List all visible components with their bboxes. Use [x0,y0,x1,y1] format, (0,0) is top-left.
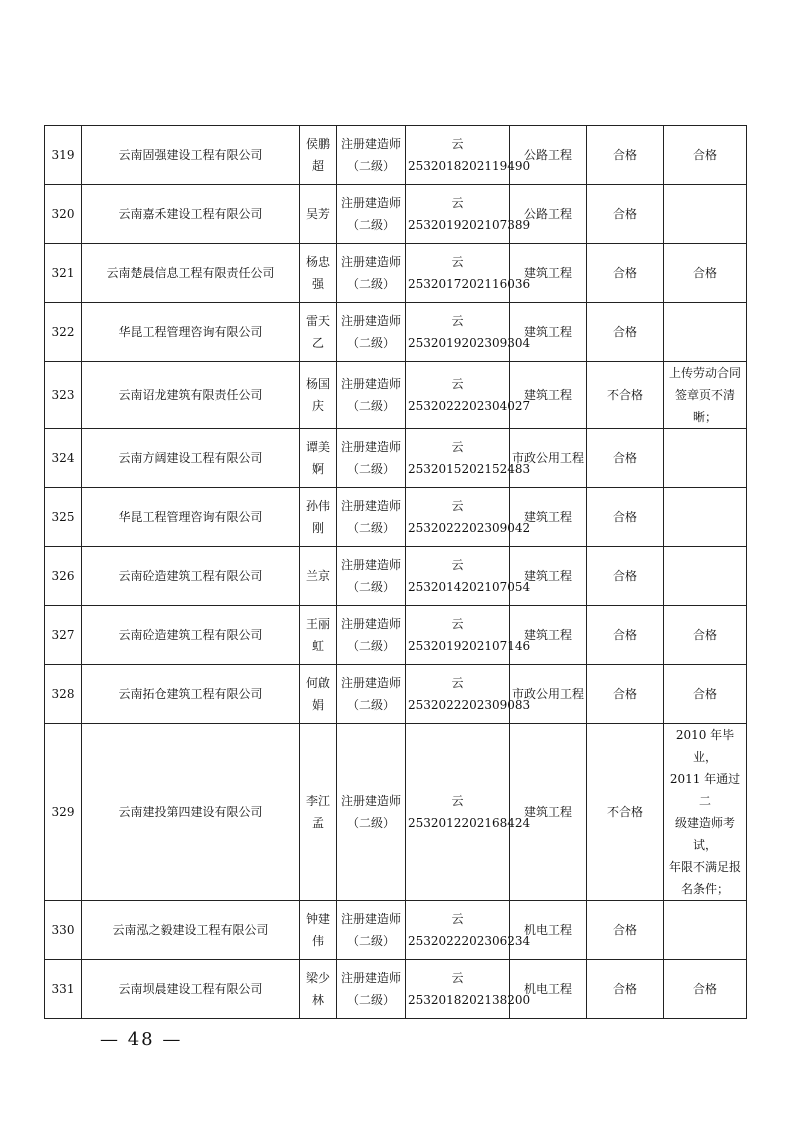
company-name: 云南楚晨信息工程有限责任公司 [106,266,275,280]
remark-cell [664,606,747,665]
certificate-level: （二级） [346,698,395,712]
registration-number: 2532022202306234 [408,934,531,948]
specialty: 建筑工程 [523,325,572,339]
registration-cell [406,362,531,429]
registration-cell [406,724,531,901]
company-cell [82,665,300,724]
certificate-cell [337,724,406,901]
remark-line: 上传劳动合同 [668,366,741,380]
specialty-cell [510,665,587,724]
table-row [45,429,747,488]
remark-cell [664,665,747,724]
certificate-type: 注册建造师 [340,440,401,454]
company-cell [82,960,300,1019]
person-cell [300,244,337,303]
row-number: 321 [51,266,75,280]
table-row [45,724,747,901]
table-row [45,488,747,547]
result-cell [587,488,664,547]
remark-cell [664,244,747,303]
specialty: 公路工程 [523,148,572,162]
specialty-cell [510,547,587,606]
registration-cell [406,185,531,244]
company-cell [82,244,300,303]
remark-cell [664,362,747,429]
certificate-type: 注册建造师 [340,377,401,391]
remark-line: 签章页不清晰； [674,388,735,424]
remark-cell [664,185,747,244]
table-row [45,960,747,1019]
company-cell [82,303,300,362]
person-cell [300,665,337,724]
certificate-level: （二级） [346,336,395,350]
row-number: 322 [51,325,75,339]
review-result: 合格 [612,628,637,642]
registration-number: 2532022202309042 [408,521,531,535]
certificate-type: 注册建造师 [340,558,401,572]
result-cell [587,362,664,429]
certificate-level: （二级） [346,159,395,173]
person-cell [300,303,337,362]
table-row [45,665,747,724]
review-result: 合格 [612,982,637,996]
certificate-cell [337,665,406,724]
registration-cell [406,244,531,303]
certificate-level: （二级） [346,580,395,594]
certificate-type: 注册建造师 [340,255,401,269]
person-cell [300,126,337,185]
row-number-cell [45,488,82,547]
certificate-cell [337,488,406,547]
certificate-level: （二级） [346,993,395,1007]
registration-prefix: 云 [451,558,464,572]
company-name: 云南拓仓建筑工程有限公司 [118,687,263,701]
registration-prefix: 云 [451,255,464,269]
row-number-cell [45,606,82,665]
company-cell [82,362,300,429]
specialty-cell [510,126,587,185]
company-name: 云南泓之毅建设工程有限公司 [112,923,269,937]
specialty-cell [510,362,587,429]
registration-cell [406,547,531,606]
company-name: 云南诏龙建筑有限责任公司 [118,388,263,402]
row-number-cell [45,547,82,606]
specialty: 机电工程 [523,923,572,937]
registration-cell [406,606,531,665]
person-name: 杨国庆 [305,377,330,413]
person-name: 吴芳 [305,207,330,221]
registration-number: 2532018202138200 [408,993,531,1007]
specialty-cell [510,488,587,547]
review-result: 合格 [612,923,637,937]
row-number: 328 [51,687,75,701]
specialty: 建筑工程 [523,388,572,402]
row-number: 324 [51,451,75,465]
table-row [45,303,747,362]
page-number: — 48 — [100,1029,183,1050]
registration-prefix: 云 [451,314,464,328]
result-cell [587,960,664,1019]
registration-number: 2532014202107054 [408,580,531,594]
registration-cell [406,488,531,547]
registration-number: 2532018202119490 [408,159,531,173]
certificate-level: （二级） [346,218,395,232]
registration-number: 2532019202107146 [408,639,531,653]
review-result: 不合格 [606,388,643,402]
company-cell [82,185,300,244]
remark-cell [664,126,747,185]
registration-cell [406,665,531,724]
applicant-table [44,125,747,1019]
remark-line: 年限不满足报 [668,860,741,874]
row-number-cell [45,244,82,303]
certificate-level: （二级） [346,816,395,830]
row-number: 325 [51,510,75,524]
certificate-cell [337,960,406,1019]
specialty: 建筑工程 [523,805,572,819]
result-cell [587,665,664,724]
review-result: 合格 [612,510,637,524]
certificate-type: 注册建造师 [340,617,401,631]
review-result: 合格 [612,451,637,465]
registration-number: 2532017202116036 [408,277,531,291]
specialty: 市政公用工程 [512,451,585,465]
person-cell [300,488,337,547]
certificate-level: （二级） [346,521,395,535]
remark-line: 名条件； [680,882,729,896]
person-cell [300,960,337,1019]
registration-prefix: 云 [451,617,464,631]
certificate-cell [337,303,406,362]
company-cell [82,547,300,606]
table-row [45,547,747,606]
certificate-type: 注册建造师 [340,196,401,210]
certificate-type: 注册建造师 [340,137,401,151]
person-cell [300,724,337,901]
registration-prefix: 云 [451,676,464,690]
registration-cell [406,303,531,362]
person-cell [300,429,337,488]
certificate-type: 注册建造师 [340,912,401,926]
person-name: 王丽虹 [305,617,330,653]
certificate-level: （二级） [346,639,395,653]
specialty-cell [510,901,587,960]
review-result: 合格 [612,207,637,221]
row-number: 319 [51,148,75,162]
review-result: 不合格 [606,805,643,819]
registration-number: 2532022202309083 [408,698,531,712]
remark-line: 2011 年通过二 [669,772,741,808]
remark-line: 2010 年毕业， [675,728,735,764]
certificate-cell [337,606,406,665]
review-result: 合格 [612,266,637,280]
row-number: 326 [51,569,75,583]
final-result: 合格 [692,687,717,701]
table-row [45,244,747,303]
result-cell [587,901,664,960]
remark-cell [664,547,747,606]
registration-prefix: 云 [451,196,464,210]
person-name: 李江孟 [305,794,330,830]
company-cell [82,126,300,185]
table-row [45,901,747,960]
person-name: 雷天乙 [305,314,330,350]
person-name: 杨忠强 [305,255,330,291]
specialty-cell [510,606,587,665]
registration-prefix: 云 [451,794,464,808]
certificate-type: 注册建造师 [340,676,401,690]
registration-number: 2532015202152483 [408,462,531,476]
company-cell [82,606,300,665]
registration-cell [406,960,531,1019]
company-name: 云南固强建设工程有限公司 [118,148,263,162]
remark-cell [664,429,747,488]
final-result: 合格 [692,982,717,996]
table-row [45,126,747,185]
registration-cell [406,126,531,185]
row-number-cell [45,362,82,429]
registration-cell [406,901,531,960]
person-name: 侯鹏超 [305,137,330,173]
certificate-type: 注册建造师 [340,794,401,808]
certificate-cell [337,429,406,488]
company-name: 华昆工程管理咨询有限公司 [118,510,263,524]
registration-number: 2532019202107389 [408,218,531,232]
registration-number: 2532022202304027 [408,399,531,413]
specialty: 建筑工程 [523,266,572,280]
certificate-cell [337,901,406,960]
remark-cell [664,901,747,960]
row-number: 331 [51,982,75,996]
certificate-cell [337,126,406,185]
table-body [45,126,747,1019]
person-name: 谭美婀 [305,440,330,476]
company-name: 华昆工程管理咨询有限公司 [118,325,263,339]
row-number: 330 [51,923,75,937]
remark-cell [664,303,747,362]
person-cell [300,606,337,665]
certificate-type: 注册建造师 [340,314,401,328]
certificate-cell [337,547,406,606]
certificate-level: （二级） [346,934,395,948]
result-cell [587,547,664,606]
table-row [45,185,747,244]
registration-number: 2532012202168424 [408,816,531,830]
row-number: 329 [51,805,75,819]
remark-cell [664,724,747,901]
specialty-cell [510,960,587,1019]
registration-prefix: 云 [451,971,464,985]
certificate-type: 注册建造师 [340,971,401,985]
remark-cell [664,960,747,1019]
certificate-cell [337,244,406,303]
remark-cell [664,488,747,547]
result-cell [587,724,664,901]
row-number-cell [45,665,82,724]
company-name: 云南砼造建筑工程有限公司 [118,569,263,583]
remark-line: 级建造师考试， [674,816,735,852]
row-number: 323 [51,388,75,402]
company-name: 云南嘉禾建设工程有限公司 [118,207,263,221]
final-result: 合格 [692,266,717,280]
certificate-type: 注册建造师 [340,499,401,513]
person-cell [300,547,337,606]
row-number-cell [45,429,82,488]
certificate-level: （二级） [346,399,395,413]
certificate-cell [337,185,406,244]
specialty-cell [510,303,587,362]
registration-prefix: 云 [451,377,464,391]
result-cell [587,244,664,303]
result-cell [587,126,664,185]
specialty: 建筑工程 [523,569,572,583]
row-number-cell [45,960,82,1019]
registration-prefix: 云 [451,499,464,513]
company-name: 云南方阔建设工程有限公司 [118,451,263,465]
person-name: 何啟娟 [305,676,330,712]
company-name: 云南砼造建筑工程有限公司 [118,628,263,642]
review-result: 合格 [612,687,637,701]
certificate-cell [337,362,406,429]
person-name: 孙伟刚 [305,499,330,535]
result-cell [587,429,664,488]
person-cell [300,901,337,960]
final-result: 合格 [692,148,717,162]
specialty-cell [510,244,587,303]
row-number-cell [45,126,82,185]
table-row [45,606,747,665]
row-number-cell [45,185,82,244]
person-name: 钟建伟 [305,912,330,948]
company-cell [82,429,300,488]
review-result: 合格 [612,569,637,583]
result-cell [587,303,664,362]
specialty: 建筑工程 [523,510,572,524]
result-cell [587,606,664,665]
registration-prefix: 云 [451,912,464,926]
person-name: 兰京 [305,569,330,583]
company-cell [82,724,300,901]
row-number-cell [45,303,82,362]
review-result: 合格 [612,325,637,339]
company-cell [82,488,300,547]
registration-prefix: 云 [451,440,464,454]
company-name: 云南坝晨建设工程有限公司 [118,982,263,996]
specialty-cell [510,185,587,244]
row-number: 320 [51,207,75,221]
row-number-cell [45,901,82,960]
company-name: 云南建投第四建设有限公司 [118,805,263,819]
certificate-level: （二级） [346,462,395,476]
certificate-level: （二级） [346,277,395,291]
specialty: 建筑工程 [523,628,572,642]
company-cell [82,901,300,960]
row-number: 327 [51,628,75,642]
registration-cell [406,429,531,488]
table-row [45,362,747,429]
registration-prefix: 云 [451,137,464,151]
review-result: 合格 [612,148,637,162]
person-cell [300,362,337,429]
specialty: 机电工程 [523,982,572,996]
specialty: 市政公用工程 [512,687,585,701]
final-result: 合格 [692,628,717,642]
specialty: 公路工程 [523,207,572,221]
person-name: 梁少林 [305,971,330,1007]
registration-number: 2532019202309304 [408,336,531,350]
row-number-cell [45,724,82,901]
result-cell [587,185,664,244]
specialty-cell [510,429,587,488]
person-cell [300,185,337,244]
specialty-cell [510,724,587,901]
